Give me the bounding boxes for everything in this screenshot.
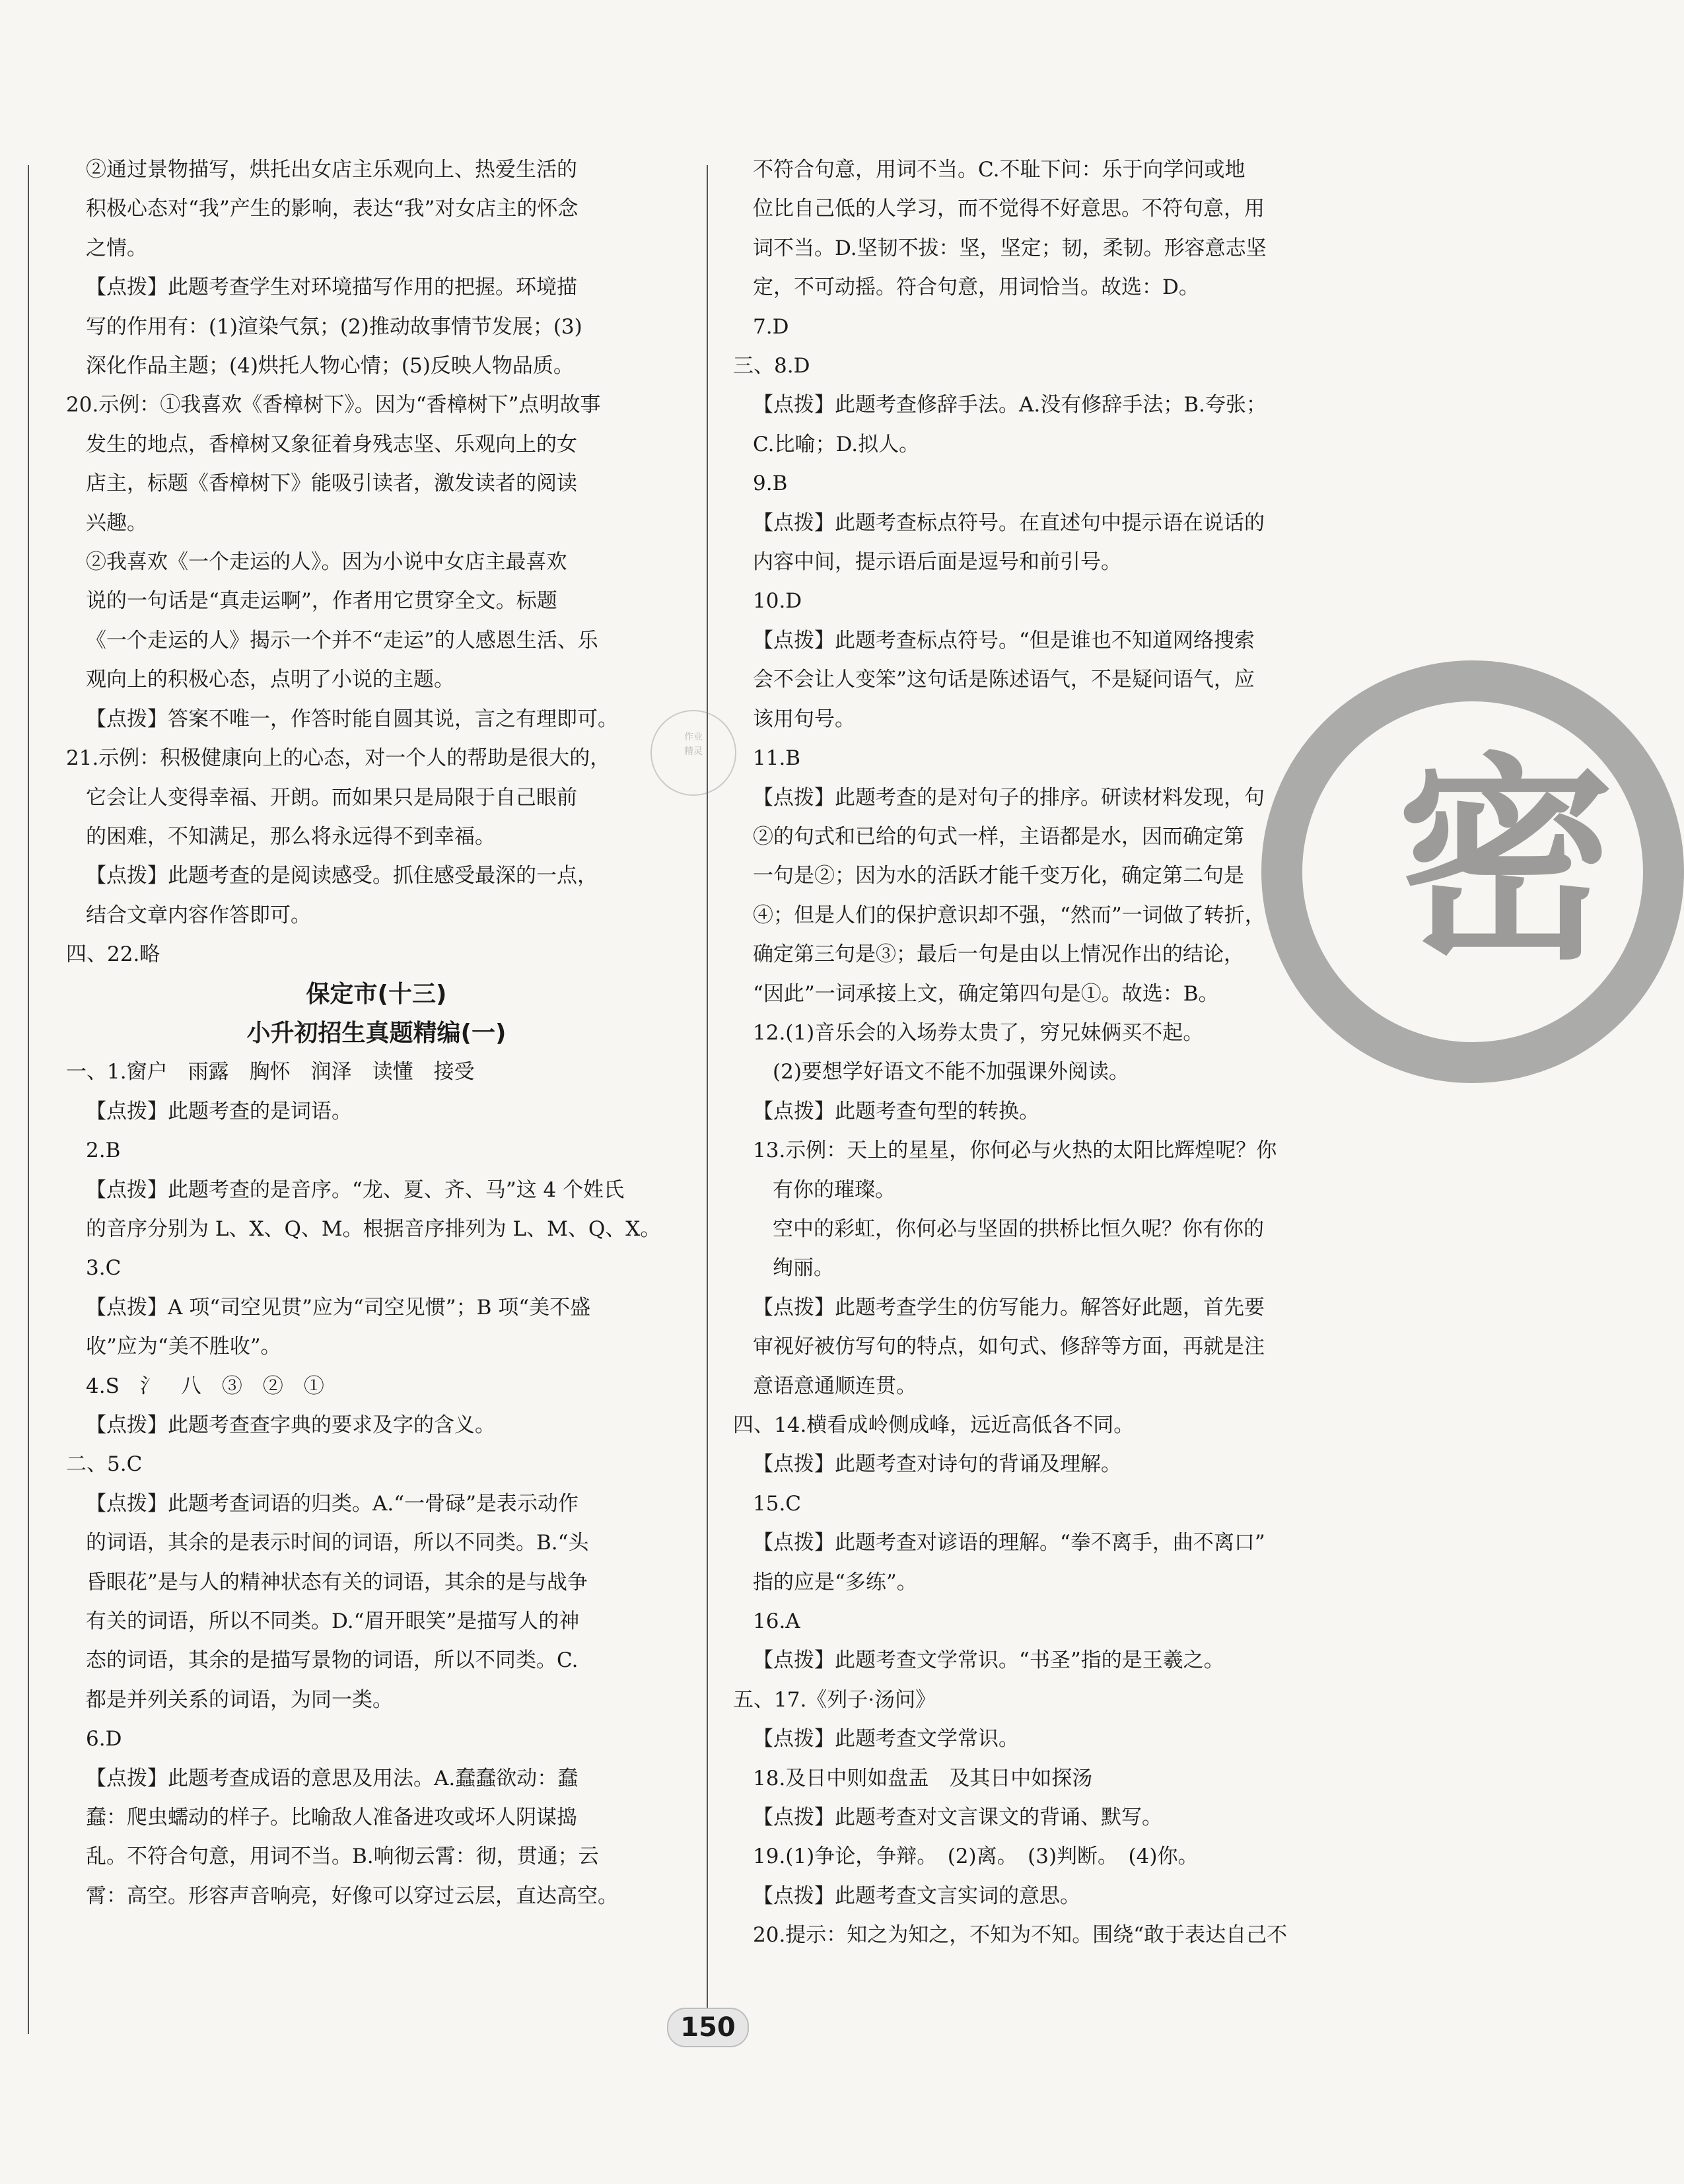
text-line: 蠢：爬虫蠕动的样子。比喻敌人准备进攻或坏人阴谋捣 — [86, 1806, 577, 1830]
text-line: 【点拨】此题考查学生的仿写能力。解答好此题，首先要 — [753, 1295, 1265, 1320]
text-line: 20.示例：①我喜欢《香樟树下》。因为“香樟树下”点明故事 — [66, 393, 601, 417]
text-line: 【点拨】此题考查对诗句的背诵及理解。 — [753, 1452, 1121, 1477]
text-line: 4.S 氵 八 ③ ② ① — [86, 1374, 324, 1398]
watermark-badge — [650, 710, 736, 796]
text-line: 审视好被仿写句的特点，如句式、修辞等方面，再就是注 — [753, 1335, 1265, 1359]
text-line: 之情。 — [86, 236, 147, 260]
text-line: 【点拨】此题考查的是词语。 — [86, 1099, 352, 1123]
text-line: 五、17.《列子·汤问》 — [733, 1687, 936, 1712]
text-line: 【点拨】此题考查标点符号。“但是谁也不知道网络搜索 — [753, 628, 1255, 652]
text-line: 空中的彩虹，你何必与坚固的拱桥比恒久呢？你有你的 — [773, 1216, 1264, 1241]
text-line: 19.(1)争论，争辩。 (2)离。 (3)判断。 (4)你。 — [753, 1845, 1199, 1869]
text-line: 深化作品主题；(4)烘托人物心情；(5)反映人物品质。 — [86, 354, 574, 378]
text-line: 观向上的积极心态，点明了小说的主题。 — [86, 668, 454, 692]
text-line: 内容中间，提示语后面是逗号和前引号。 — [753, 550, 1121, 575]
text-line: 的词语，其余的是表示时间的词语，所以不同类。B.“头 — [86, 1531, 589, 1555]
text-line: 15.C — [753, 1491, 802, 1516]
text-line: 指的应是“多练”。 — [753, 1570, 917, 1594]
text-line: 结合文章内容作答即可。 — [86, 903, 311, 927]
text-line: 四、14.横看成岭侧成峰，远近高低各不同。 — [733, 1413, 1135, 1437]
text-line: 【点拨】此题考查的是对句子的排序。研读材料发现，句 — [753, 785, 1265, 810]
text-line: 7.D — [753, 314, 789, 339]
text-line: 一、1.窗户 雨露 胸怀 润泽 读懂 接受 — [66, 1060, 475, 1084]
text-line: 昏眼花”是与人的精神状态有关的词语，其余的是与战争 — [86, 1570, 588, 1594]
text-line: (2)要想学好语文不能不加强课外阅读。 — [773, 1060, 1129, 1084]
text-line: 【点拨】此题考查的是阅读感受。抓住感受最深的一点， — [86, 864, 598, 888]
left-margin-rule — [28, 165, 29, 2034]
column-divider — [707, 165, 708, 2034]
text-line: 积极心态对“我”产生的影响，表达“我”对女店主的怀念 — [86, 197, 579, 221]
seal-stamp — [1242, 654, 1615, 1103]
text-line: 6.D — [86, 1727, 122, 1751]
text-line: 【点拨】此题考查对文言课文的背诵、默写。 — [753, 1806, 1162, 1830]
text-line: ④；但是人们的保护意识却不强，“然而”一词做了转折， — [753, 903, 1265, 927]
text-line: 【点拨】此题考查学生对环境描写作用的把握。环境描 — [86, 275, 577, 300]
text-line: 绚丽。 — [773, 1256, 834, 1281]
text-line: 【点拨】此题考查词语的归类。A.“一骨碌”是表示动作 — [86, 1491, 579, 1516]
text-line: 意语意通顺连贯。 — [753, 1374, 917, 1398]
text-line: 的音序分别为 L、X、Q、M。根据音序排列为 L、M、Q、X。 — [86, 1216, 661, 1241]
text-line: 有关的词语，所以不同类。D.“眉开眼笑”是描写人的神 — [86, 1609, 580, 1634]
text-line: 【点拨】此题考查文言实词的意思。 — [753, 1884, 1080, 1908]
text-line: 10.D — [753, 589, 802, 614]
text-line: 【点拨】此题考查修辞手法。A.没有修辞手法；B.夸张； — [753, 393, 1267, 417]
text-line: 【点拨】此题考查句型的转换。 — [753, 1099, 1039, 1123]
text-line: 《一个走运的人》揭示一个并不“走运”的人感恩生活、乐 — [86, 628, 598, 652]
text-line: 【点拨】A 项“司空见贯”应为“司空见惯”；B 项“美不盛 — [86, 1295, 591, 1320]
text-line: 定，不可动摇。符合句意，用词恰当。故选：D。 — [753, 275, 1199, 300]
text-line: ②我喜欢《一个走运的人》。因为小说中女店主最喜欢 — [86, 550, 567, 575]
text-line: 9.B — [753, 472, 788, 496]
text-line: 【点拨】此题考查文学常识。 — [753, 1727, 1019, 1751]
text-line: 【点拨】此题考查的是音序。“龙、夏、齐、马”这 4 个姓氏 — [86, 1178, 625, 1202]
text-line: 3.C — [86, 1256, 122, 1281]
text-line: 它会让人变得幸福、开朗。而如果只是局限于自己眼前 — [86, 785, 577, 810]
text-line: 霄：高空。形容声音响亮，好像可以穿过云层，直达高空。 — [86, 1884, 618, 1908]
text-line: 位比自己低的人学习，而不觉得不好意思。不符句意，用 — [753, 197, 1265, 221]
text-line: C.比喻；D.拟人。 — [753, 432, 920, 456]
watermark-line-2: 精灵 — [684, 746, 703, 757]
text-line: 写的作用有：(1)渲染气氛；(2)推动故事情节发展；(3) — [86, 314, 582, 339]
text-line: 确定第三句是③；最后一句是由以上情况作出的结论， — [753, 942, 1244, 967]
text-line: 【点拨】此题考查查字典的要求及字的含义。 — [86, 1413, 495, 1437]
text-line: 【点拨】此题考查文学常识。“书圣”指的是王羲之。 — [753, 1648, 1224, 1673]
text-line: 二、5.C — [66, 1452, 143, 1477]
text-line: 有你的璀璨。 — [773, 1178, 895, 1202]
text-line: 的困难，不知满足，那么将永远得不到幸福。 — [86, 824, 495, 849]
section-title: 保定市(十三) — [306, 980, 447, 1008]
text-line: ②通过景物描写，烘托出女店主乐观向上、热爱生活的 — [86, 158, 577, 182]
text-line: 店主，标题《香樟树下》能吸引读者，激发读者的阅读 — [86, 472, 577, 496]
text-line: 兴趣。 — [86, 511, 147, 535]
page-number: 150 — [667, 2008, 749, 2047]
text-line: 三、8.D — [733, 354, 810, 378]
watermark-line-1: 作业 — [684, 732, 703, 742]
text-line: 13.示例：天上的星星，你何必与火热的太阳比辉煌呢？你 — [753, 1139, 1277, 1163]
text-line: 该用句号。 — [753, 707, 855, 731]
left-column — [66, 151, 687, 1916]
text-line: 四、22.略 — [66, 942, 160, 967]
text-line: 说的一句话是“真走运啊”，作者用它贯穿全文。标题 — [86, 589, 557, 614]
text-line: 【点拨】答案不唯一，作答时能自圆其说，言之有理即可。 — [86, 707, 618, 731]
text-line: 会不会让人变笨”这句话是陈述语气，不是疑问语气，应 — [753, 668, 1255, 692]
text-line: ②的句式和已给的句式一样，主语都是水，因而确定第 — [753, 824, 1244, 849]
text-line: 18.及日中则如盘盂 及其日中如探汤 — [753, 1766, 1093, 1790]
text-line: 【点拨】此题考查成语的意思及用法。A.蠢蠢欲动：蠢 — [86, 1766, 579, 1790]
text-line: 乱。不符合句意，用词不当。B.响彻云霄：彻，贯通；云 — [86, 1845, 599, 1869]
text-line: 不符合句意，用词不当。C.不耻下问：乐于向学问或地 — [753, 158, 1245, 182]
section-title: 小升初招生真题精编(一) — [246, 1019, 507, 1047]
text-line: “因此”一词承接上文，确定第四句是①。故选：B。 — [753, 981, 1219, 1006]
text-line: 【点拨】此题考查对谚语的理解。“拳不离手，曲不离口” — [753, 1531, 1265, 1555]
text-line: 21.示例：积极健康向上的心态，对一个人的帮助是很大的， — [66, 746, 611, 771]
text-line: 收”应为“美不胜收”。 — [86, 1335, 281, 1359]
text-line: 2.B — [86, 1139, 121, 1163]
text-line: 【点拨】此题考查标点符号。在直述句中提示语在说话的 — [753, 511, 1265, 535]
text-line: 态的词语，其余的是描写景物的词语，所以不同类。C. — [86, 1648, 579, 1673]
seal-char: 密 — [1397, 735, 1615, 989]
text-line: 11.B — [753, 746, 801, 771]
text-line: 12.(1)音乐会的入场券太贵了，穷兄妹俩买不起。 — [753, 1020, 1204, 1045]
text-line: 一句是②；因为水的活跃才能千变万化，确定第二句是 — [753, 864, 1244, 888]
text-line: 发生的地点，香樟树又象征着身残志坚、乐观向上的女 — [86, 432, 577, 456]
text-line: 词不当。D.坚韧不拔：坚，坚定；韧，柔韧。形容意志坚 — [753, 236, 1267, 260]
text-line: 都是并列关系的词语，为同一类。 — [86, 1687, 393, 1712]
text-line: 20.提示：知之为知之，不知为不知。围绕“敢于表达自己不 — [753, 1923, 1288, 1948]
text-line: 16.A — [753, 1609, 800, 1634]
